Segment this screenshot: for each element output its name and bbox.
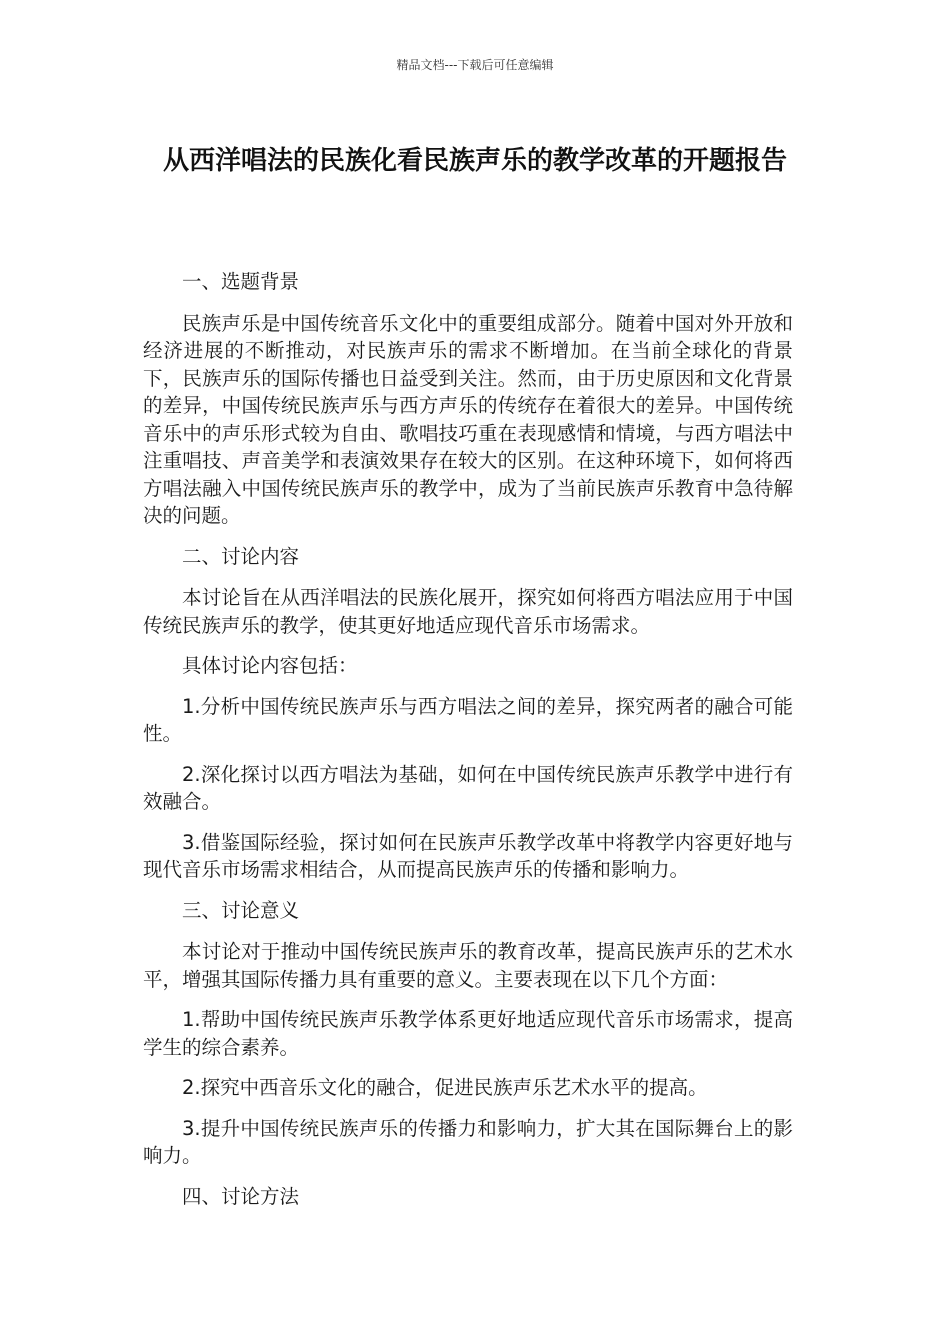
list-item: 2.探究中西音乐文化的融合，促进民族声乐艺术水平的提高。 <box>182 1076 708 1099</box>
page-header-watermark: 精品文档---下载后可任意编辑 <box>396 58 554 72</box>
paragraph: 本讨论旨在从西洋唱法的民族化展开，探究如何将西方唱法应用于中国传统民族声乐的教学，使其更好地适应现代音乐市场需求。 <box>143 586 793 637</box>
paragraph: 民族声乐是中国传统音乐文化中的重要组成部分。随着中国对外开放和经济进展的不断推动，对民族声乐的需求不断增加。在当前全球化的背景下，民族声乐的国际传播也日益受到关注。然而，由于历史原因和文化背景的差异，中国传统民族声乐与西方声乐的传统存在着很大的差异。中国传统音乐中的声乐形式较为自由、歌唱技巧重在表现感情和情境，与西方唱法中注重唱技、声音美学和表演效果存在较大的区别。在这种环境下，如何将西方唱法融入中国传统民族声乐的教学中，成为了当前民族声乐教育中急待解决的问题。 <box>143 311 793 527</box>
paragraph: 具体讨论内容包括： <box>182 654 358 677</box>
section-heading: 三、讨论意义 <box>182 898 300 922</box>
document-title: 从西洋唱法的民族化看民族声乐的教学改革的开题报告 <box>162 146 787 176</box>
section-heading: 四、讨论方法 <box>182 1184 300 1208</box>
paragraph: 本讨论对于推动中国传统民族声乐的教育改革，提高民族声乐的艺术水平，增强其国际传播力具有重要的意义。主要表现在以下几个方面： <box>143 940 793 991</box>
list-item: 3.提升中国传统民族声乐的传播力和影响力，扩大其在国际舞台上的影响力。 <box>143 1116 793 1167</box>
list-item: 1.帮助中国传统民族声乐教学体系更好地适应现代音乐市场需求，提高学生的综合素养。 <box>143 1008 793 1059</box>
document-body <box>143 268 793 1224</box>
list-item: 1.分析中国传统民族声乐与西方唱法之间的差异，探究两者的融合可能性。 <box>143 694 793 745</box>
section-heading: 一、选题背景 <box>182 270 300 293</box>
list-item: 3.借鉴国际经验，探讨如何在民族声乐教学改革中将教学内容更好地与现代音乐市场需求相结合，从而提高民族声乐的传播和影响力。 <box>143 830 793 881</box>
section-heading: 二、讨论内容 <box>182 544 300 568</box>
list-item: 2.深化探讨以西方唱法为基础，如何在中国传统民族声乐教学中进行有效融合。 <box>143 762 793 813</box>
